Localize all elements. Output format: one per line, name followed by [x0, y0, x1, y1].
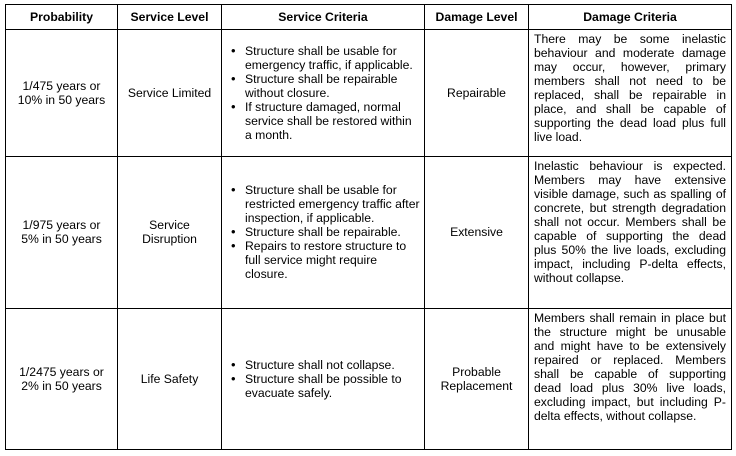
- probability-line: 1/2475 years or: [19, 365, 104, 380]
- service-criteria-list: [226, 44, 420, 142]
- probability-line: 5% in 50 years: [21, 232, 102, 247]
- header-damage-criteria: Damage Criteria: [529, 5, 732, 30]
- list-item: • Structure shall not collapse.: [226, 358, 420, 372]
- probability-cell: [6, 156, 118, 309]
- list-item: • Structure shall be usable for restricted emergency traffic after inspection, if applicable.: [226, 183, 420, 225]
- damage-level-line: Extensive: [450, 225, 503, 240]
- damage-criteria-cell: Members shall remain in place but the structure might be unusable and might have to be extensively repaired or replaced. Members shall be capable of supporting dead load plus 30% live loads, excluding impact, but including P-delta effects, without collapse.: [529, 309, 732, 450]
- service-level-cell: [118, 30, 222, 157]
- service-level-cell: [118, 156, 222, 309]
- service-level-cell: [118, 309, 222, 450]
- header-service-criteria: Service Criteria: [222, 5, 425, 30]
- service-criteria-list: [226, 358, 420, 400]
- list-item: • Structure shall be usable for emergency traffic, if applicable.: [226, 44, 420, 72]
- table-row: [6, 30, 732, 157]
- service-level-line: Service Limited: [127, 85, 212, 100]
- damage-level-cell: [425, 309, 529, 450]
- probability-line: 1/475 years or: [22, 78, 101, 93]
- header-row: [6, 5, 732, 30]
- damage-criteria-cell: Inelastic behaviour is expected. Members may have extensive visible damage, such as spalling of concrete, but strength degradation shall not occur. Members shall be capable of supporting the dead plus 50% the live loads, excluding impact, including P-delta effects, without collapse.: [529, 156, 732, 309]
- header-probability: Probability: [6, 5, 118, 30]
- damage-criteria-cell: There may be some inelastic behaviour and moderate damage may occur, however, primary members shall not need to be replaced, shall be repairable in place, and shall be capable of supporting the dead load plus full live load.: [529, 30, 732, 157]
- list-item: • Repairs to restore structure to full service might require closure.: [226, 239, 420, 281]
- damage-level-cell: [425, 30, 529, 157]
- list-item: • Structure shall be possible to evacuate safely.: [226, 372, 420, 400]
- service-criteria-cell: [222, 30, 425, 157]
- damage-level-cell: [425, 156, 529, 309]
- table-row: [6, 309, 732, 450]
- header-service-level: Service Level: [118, 5, 222, 30]
- service-level-line: Disruption: [142, 232, 197, 247]
- service-level-line: Service: [149, 218, 190, 233]
- probability-line: 1/975 years or: [22, 218, 101, 233]
- damage-level-line: Replacement: [440, 379, 513, 394]
- probability-cell: [6, 30, 118, 157]
- service-criteria-cell: [222, 309, 425, 450]
- service-level-line: Life Safety: [140, 372, 199, 387]
- service-criteria-list: [226, 183, 420, 281]
- probability-line: 2% in 50 years: [21, 379, 102, 394]
- probability-cell: [6, 309, 118, 450]
- header-damage-level: Damage Level: [425, 5, 529, 30]
- list-item: • Structure shall be repairable.: [226, 225, 420, 239]
- criteria-table: [5, 4, 732, 450]
- list-item: • If structure damaged, normal service shall be restored within a month.: [226, 100, 420, 142]
- probability-line: 10% in 50 years: [17, 92, 106, 107]
- service-criteria-cell: [222, 156, 425, 309]
- damage-level-line: Repairable: [447, 85, 506, 100]
- table-row: [6, 156, 732, 309]
- damage-level-line: Probable: [452, 365, 501, 380]
- list-item: • Structure shall be repairable without closure.: [226, 72, 420, 100]
